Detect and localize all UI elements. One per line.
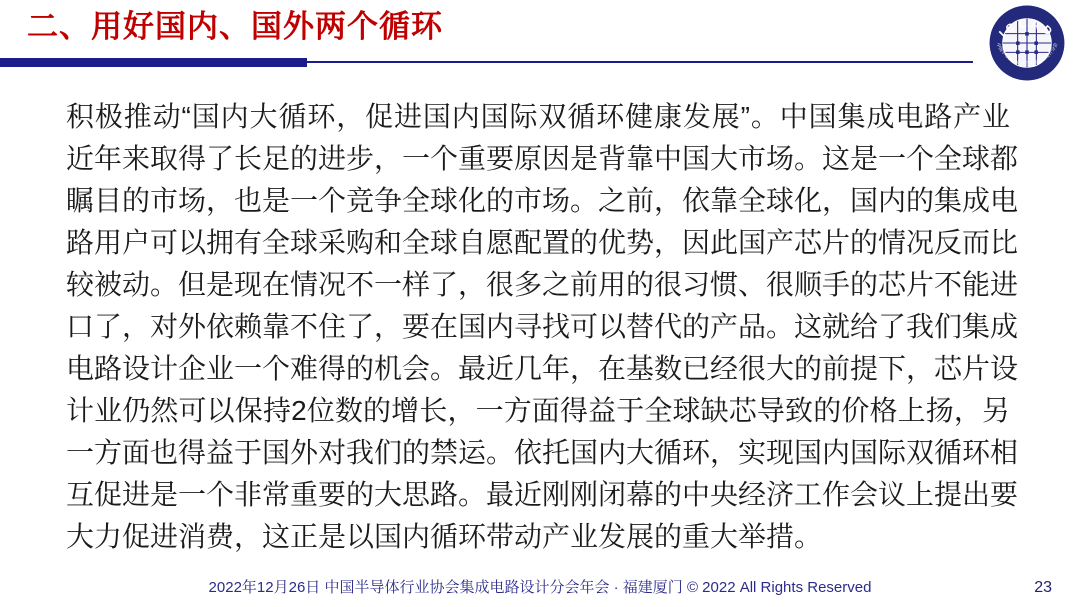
page-title: 二、用好国内、国外两个循环 — [27, 9, 443, 44]
body-line: 路用户可以拥有全球采购和全球自愿配置的优势，因此国产芯片的情况反而比 — [66, 227, 1019, 258]
body-line: 较被动。但是现在情况不一样了，很多之前用的很习惯、很顺手的芯片不能进 — [66, 269, 1019, 300]
body-line: 口了，对外依赖靠不住了，要在国内寻找可以替代的产品。这就给了我们集成 — [66, 311, 1019, 342]
footer-text: 2022年12月26日 中国半导体行业协会集成电路设计分会年会 · 福建厦门 © 2022 All Rights Reserved — [208, 579, 872, 596]
footer — [0, 576, 1080, 597]
logo-top-label: ICCAD — [996, 17, 1057, 41]
title-underline-thin — [307, 61, 973, 63]
body-line: 一方面也得益于国外对我们的禁运。依托国内大循环，实现国内国际双循环相 — [66, 437, 1019, 468]
body-paragraph — [66, 96, 1019, 558]
body-line: 计业仍然可以保持2位数的增长，一方面得益于全球缺芯导致的价格上扬，另 — [66, 395, 1010, 426]
body-line: 近年来取得了长足的进步，一个重要原因是背靠中国大市场。这是一个全球都 — [66, 143, 1019, 174]
body-line: 瞩目的市场，也是一个竞争全球化的市场。之前，依靠全球化，国内的集成电 — [66, 185, 1019, 216]
logo-bottom-label: 中国半导体行业协会集成电路设计分会 — [995, 42, 1059, 67]
body-line: 大力促进消费，这正是以国内循环带动产业发展的重大举措。 — [66, 521, 823, 552]
body-line: 互促进是一个非常重要的大思路。最近刚刚闭幕的中央经济工作会议上提出要 — [66, 479, 1019, 510]
title-underline-thick — [0, 58, 307, 67]
body-line: 电路设计企业一个难得的机会。最近几年，在基数已经很大的前提下，芯片设 — [66, 353, 1019, 384]
page-number: 23 — [1034, 579, 1052, 596]
iccad-logo — [988, 4, 1066, 82]
body-line: 积极推动“国内大循环，促进国内国际双循环健康发展”。中国集成电路产业 — [66, 101, 1010, 132]
